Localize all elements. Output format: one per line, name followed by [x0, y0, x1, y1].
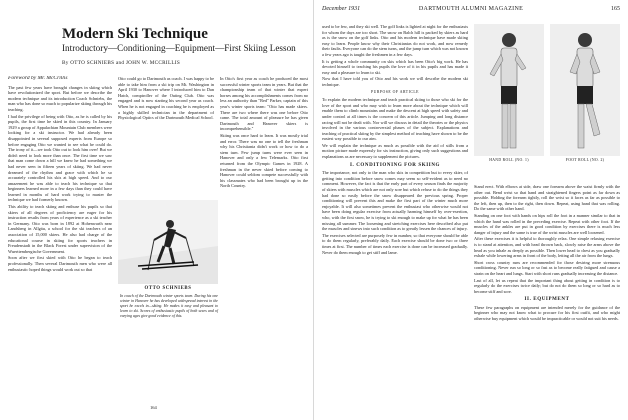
paragraph: used to be few, and they ski well. The golf links is lighted at night for the enthusiasts for whom the days are too short. The snow on Balch hill is packed by skiers as hard as is the snow on the golf links. Otto and his modern technique have made skiing easy to learn. People know why their Christianias do not work, and now remedy their faults. Everyone can do the stem turns, and the jump turn which was not known a few years ago is taught the freshmen in a few days.: [322, 24, 468, 57]
foreword-heading: Foreword by Mr. McCrillis: [8, 76, 68, 81]
left-column-3: [220, 76, 308, 396]
article-title: Modern Ski Technique: [62, 26, 208, 42]
foot-roll-photo: [550, 24, 620, 156]
paragraph: Otto could go to Dartmouth as coach. I was happy to be able to take him from a ski trip on Mt. Washington in April 1930 to Hanover where I introduced him to Dan Hatch, comptroller of the Outing Club. Otto was engaged and is now starting his second year as coach. When he is not engaged in coaching he is employed as a highly skilled technician in the department of Physiological Optics of the Dartmouth Medical School.: [118, 76, 214, 121]
paragraph: This ability to teach skiing and enthuse his pupils so that skiers of all degrees of proficiency are eager for his instruction results from years of experience as a ski teacher in Germany. Otto was born in 1892 at Hohenwarth near Landsberg in Allgäu, a school for the ski teachers of an association of 15,000 skiers. He also had charge of the educational course in skiing for sports teachers in Freudenstadt in the Black Forest under supervision of the Wuerttembergische Government.: [8, 204, 112, 254]
exercise-figures: [474, 24, 620, 180]
paragraph: I had the privilege of being with Otto, as he is called by his pupils, the first time he skied in this country. In January 1929 a group of Appalachian Mountain Club members were looking for a ski instructor. We had already been disappointed in several supposed experts from Europe so before engaging Otto we wanted to see what he could do. The irony of it—we took Otto out to look him over! But we didn't need to look more than once. The first time we saw that man come down a hill we knew he had something we had never seen in fifteen years of skiing. We had never dreamed of the rhythm and grace with which he so accurately controlled his skis at high speed. And to our amazement he was able to teach his technique so that beginners learned more in a few days than they could have learned in months of hard work trying to master the technique we had formerly known.: [8, 113, 112, 203]
paragraph: Now that I have told you of Otto and his work we will describe the modern ski technique.: [322, 76, 468, 87]
photo-caption-body: [120, 294, 218, 319]
article-byline: By OTTO SCHNIEBS and JOHN W. MCCRILLIS: [62, 60, 181, 66]
running-head: [322, 6, 620, 16]
paragraph: Standing on one foot with hands on hips roll the foot in a manner similar to that in which the hand was rolled in the preceding exercise. Repeat with other foot. If the muscles of the ankles are put in good condition by exercises there is much less danger of injury and the same is true of the wrist muscles are well loosened.: [474, 212, 620, 235]
paragraph: Skiing was once hard to learn. It was mostly trial and error. There was no one to tell the freshman why his Christiania didn't work or how to do a stem turn. Few jump turns were ever seen in Hanover and only a few Telemarks. Otto first returned from the Olympic Games in 1928. A freshman in the never skied before coming to Hanover could seldom compete successfully with his classmates who had been brought up in the North Country.: [220, 132, 308, 189]
paragraph: The past few years have brought changes in skiing which have revolutionized the sport. But before we describe the modern technique and its introduction Coach Schniebs, the man who has done so much to popularize skiing through his teaching.: [8, 84, 112, 112]
paragraph: In Otto's first year as coach he produced the most successful winter sports team in years. But that the championship team of that winter that expert horses among his accomplishments comes from no less an authority than "Red" Parker, captain of this year's winter sports team: "Otto has made skiers. There are two where there was one before Otto came. The total amount of pleasure he has given Dartmouth and Hanover skiers is incomprehensible.": [220, 76, 308, 132]
running-head-title: DARTMOUTH ALUMNI MAGAZINE: [418, 6, 524, 12]
paragraph: To explain the modern technique and teach practical skiing to those who ski for the love of the sport and who may wish to learn more about the technique which will enable them to climb mountains and make the descent at high speed with safety and under control at all times is the concern of this article. Jumping and long distance racing will not be dealt with. Nor will we discuss in detail the theories or the physics involved in the various controversial phases of the subject. Explanations and teaching of practical skiing by the simplest method of teaching have shown to be the easiest way possible to our aim.: [322, 97, 468, 142]
purpose-heading: PURPOSE OF ARTICLE: [370, 89, 419, 94]
paragraph: After these exercises it is helpful to thoroughly relax. One simple relaxing exercise is to stand at attention, and with head thrown back, slowly raise the arms above the head as you inhale as deeply as possible. Then lower head to chest as you gradually exhale while lowering arms in front of the body, letting all the air from the lungs.: [474, 236, 620, 259]
photo-caption-title: OTTO SCHNIEBS: [144, 286, 192, 291]
running-head-date: December 1931: [322, 6, 361, 12]
right-column-2: [474, 24, 620, 396]
paragraph: The exercises selected are purposely few in number, so that everyone should be able to do them regularly, preferably daily. Each exercise should be done two or three times at first. The number of times each exercise is done can be increased gradually. Never do them enough to get stiff and lame.: [322, 232, 468, 255]
skier-photo: [118, 200, 218, 284]
foot-roll-caption: FOOT ROLL (NO. 2): [565, 158, 605, 162]
page-number: 164: [150, 405, 157, 410]
hand-roll-photo: [474, 24, 544, 156]
paragraph: Soon after we first skied with Otto he began to teach professionally. Then several Dartmouth men who were all enthusiastic hoped things would work out so that: [8, 255, 112, 272]
paragraph: These few paragraphs on equipment are intended merely for the guidance of the beginner who may not know what to procure for his first outfit, and who might otherwise buy equipment which would be impracticable or would not suit his needs.: [474, 304, 620, 322]
section-heading-conditioning: I. CONDITIONING FOR SKIING: [349, 162, 441, 168]
right-column-1: [322, 24, 468, 396]
paragraph: Stand erect. With elbows at side, draw one forearm above the waist firmly with the other out. Bend wrist so that hand and straightened fingers point as far down as possible. Holding the forearm tightly, roll the wrist so it faces as far as possible to the left, then up, then to the right, then down. Repeat, using hand that was rolling. Do the same with other hand.: [474, 184, 620, 212]
paragraph: Last of all, let us repeat that the important thing about getting in condition is to regularly do the exercises twice daily; but do not do them so long or so hard as to become stiff and sore.: [474, 277, 620, 294]
running-head-page: 165: [611, 6, 620, 12]
paragraph: It is getting a whole community on skis which has been Otto's big work. He has devoted himself to teaching his pupils the love of it in his pupils and has made it easy and a pleasure to learn to ski.: [322, 58, 468, 75]
left-column-1: [8, 76, 112, 396]
paragraph: The importance, not only to the man who skis in competition but to every skier, of getting into condition before snow comes may seem so self-evident as to need no comment. However, the fact is that the early part of every season finds the majority of skiers with muscles which are not only sore but which refuse to do the things they had done so easily before the snow disappeared the previous spring. Proper conditioning will prevent this and make the first part of the winter much more enjoyable. It will also sometimes prevent the enthusiast who otherwise would not have been doing regular exercise from actually harming himself by over-exertion, who, with the first snow, he is trying to ski enough to make up for what he has been missing all summer. The loosening and stretching exercises here described also put the muscles and sinews into such condition as to greatly lessen the chances of injury.: [322, 170, 468, 232]
right-page: [314, 0, 628, 420]
paragraph: Short cross country runs are recommended for those desiring more strenuous conditioning. Never run so long or so fast as to become really fatigued and cause a strain on the heart and lungs. Start with short runs gradually increasing the distance.: [474, 259, 620, 276]
left-column-2-top: [118, 76, 214, 196]
article-subtitle: Introductory—Conditioning—Equipment—First Skiing Lesson: [62, 43, 296, 53]
caption-paragraph: In coach of the Dartmouth winter sports team. During his one winter in Hanover he has developed widespread interest in the sport he excels in—skiing. He makes it easy and pleasant to learn to ski. Scores of enthusiastic pupils of both sexes and of varying ages give good evidence of this.: [120, 294, 218, 318]
paragraph: We will explain the technique as much as possible with the aid of stills from a motion picture made expressly for six instruction, giving only such suggestions and explanations as are necessary to supplement the pictures.: [322, 142, 468, 160]
section-heading-equipment: II. EQUIPMENT: [524, 297, 570, 303]
hand-roll-caption: HAND ROLL (NO. 1): [489, 158, 529, 162]
